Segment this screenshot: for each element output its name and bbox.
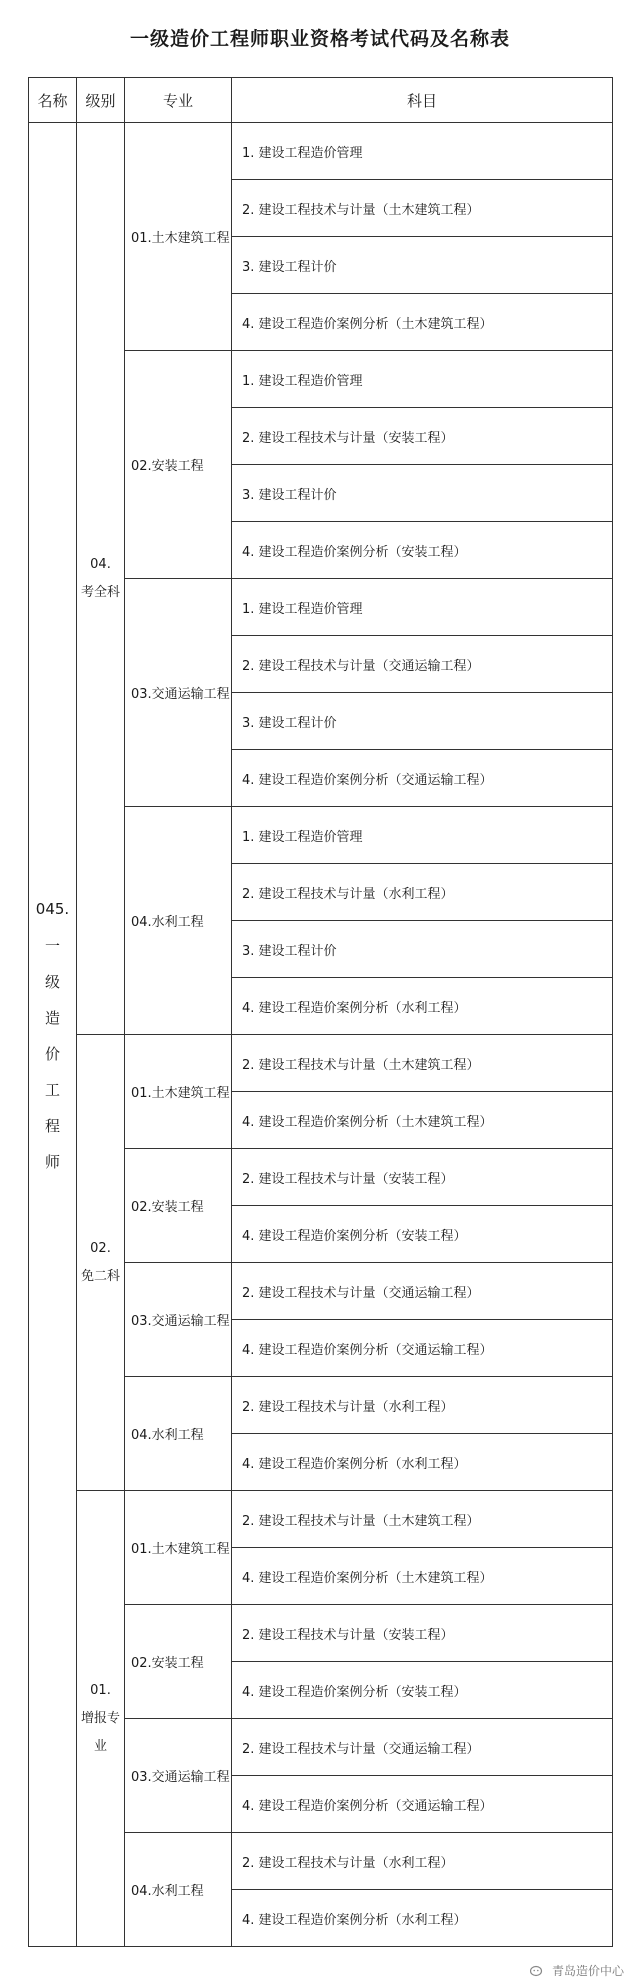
level-cell	[77, 1035, 125, 1491]
subject-cell: 2. 建设工程技术与计量（水利工程）	[232, 864, 613, 921]
subject-cell: 2. 建设工程技术与计量（交通运输工程）	[232, 1263, 613, 1320]
major-cell: 01.土木建筑工程	[125, 123, 232, 351]
watermark	[530, 1962, 624, 1979]
table-body	[29, 123, 613, 1947]
subject-cell: 2. 建设工程技术与计量（土木建筑工程）	[232, 1035, 613, 1092]
header-name: 名称	[29, 78, 77, 123]
major-cell: 02.安装工程	[125, 1605, 232, 1719]
level-code: 01.	[90, 1682, 111, 1698]
level-label: 增报专业	[80, 1710, 120, 1754]
subject-cell: 2. 建设工程技术与计量（安装工程）	[232, 1149, 613, 1206]
subject-cell: 4. 建设工程造价案例分析（交通运输工程）	[232, 750, 613, 807]
name-char: 造	[44, 1008, 60, 1027]
page-title: 一级造价工程师职业资格考试代码及名称表	[129, 28, 510, 50]
table-row	[29, 123, 613, 180]
subject-cell: 4. 建设工程造价案例分析（安装工程）	[232, 522, 613, 579]
subject-cell: 3. 建设工程计价	[232, 465, 613, 522]
level-cell	[77, 1491, 125, 1947]
header-level: 级别	[77, 78, 125, 123]
subject-cell: 4. 建设工程造价案例分析（安装工程）	[232, 1206, 613, 1263]
exam-code-table	[28, 77, 613, 1947]
subject-cell: 4. 建设工程造价案例分析（水利工程）	[232, 978, 613, 1035]
watermark-text: 青岛造价中心	[551, 1964, 624, 1978]
major-cell: 03.交通运输工程	[125, 1719, 232, 1833]
subject-cell: 1. 建设工程造价管理	[232, 579, 613, 636]
level-cell	[77, 123, 125, 1035]
subject-cell: 1. 建设工程造价管理	[232, 807, 613, 864]
subject-cell: 2. 建设工程技术与计量（水利工程）	[232, 1377, 613, 1434]
subject-cell: 4. 建设工程造价案例分析（交通运输工程）	[232, 1320, 613, 1377]
name-char: 价	[44, 1044, 60, 1063]
subject-cell: 1. 建设工程造价管理	[232, 351, 613, 408]
subject-cell: 4. 建设工程造价案例分析（安装工程）	[232, 1662, 613, 1719]
major-cell: 04.水利工程	[125, 807, 232, 1035]
subject-cell: 4. 建设工程造价案例分析（交通运输工程）	[232, 1776, 613, 1833]
major-cell: 01.土木建筑工程	[125, 1035, 232, 1149]
subject-cell: 4. 建设工程造价案例分析（土木建筑工程）	[232, 1548, 613, 1605]
subject-cell: 2. 建设工程技术与计量（交通运输工程）	[232, 636, 613, 693]
name-char: 师	[44, 1152, 60, 1171]
major-cell: 03.交通运输工程	[125, 1263, 232, 1377]
table-header-row	[29, 78, 613, 123]
subject-cell: 3. 建设工程计价	[232, 921, 613, 978]
subject-cell: 4. 建设工程造价案例分析（水利工程）	[232, 1434, 613, 1491]
subject-cell: 2. 建设工程技术与计量（水利工程）	[232, 1833, 613, 1890]
header-subject: 科目	[232, 78, 613, 123]
wechat-icon	[530, 1965, 544, 1979]
subject-cell: 2. 建设工程技术与计量（安装工程）	[232, 408, 613, 465]
subject-cell: 2. 建设工程技术与计量（安装工程）	[232, 1605, 613, 1662]
major-cell: 03.交通运输工程	[125, 579, 232, 807]
level-code: 02.	[90, 1240, 111, 1256]
level-code: 04.	[90, 556, 111, 572]
name-char: 一	[44, 936, 60, 955]
level-label: 考全科	[80, 584, 120, 600]
table-row	[29, 1035, 613, 1092]
name-cell	[29, 123, 77, 1947]
major-cell: 01.土木建筑工程	[125, 1491, 232, 1605]
subject-cell: 2. 建设工程技术与计量（土木建筑工程）	[232, 1491, 613, 1548]
subject-cell: 1. 建设工程造价管理	[232, 123, 613, 180]
major-cell: 02.安装工程	[125, 1149, 232, 1263]
subject-cell: 2. 建设工程技术与计量（交通运输工程）	[232, 1719, 613, 1776]
subject-cell: 4. 建设工程造价案例分析（水利工程）	[232, 1890, 613, 1947]
level-label: 免二科	[80, 1268, 120, 1284]
subject-cell: 4. 建设工程造价案例分析（土木建筑工程）	[232, 294, 613, 351]
major-cell: 04.水利工程	[125, 1833, 232, 1947]
header-major: 专业	[125, 78, 232, 123]
major-cell: 02.安装工程	[125, 351, 232, 579]
subject-cell: 3. 建设工程计价	[232, 693, 613, 750]
major-cell: 04.水利工程	[125, 1377, 232, 1491]
name-char: 级	[44, 972, 60, 991]
name-char: 程	[44, 1116, 60, 1135]
name-char: 工	[44, 1080, 60, 1099]
subject-cell: 3. 建设工程计价	[232, 237, 613, 294]
subject-cell: 2. 建设工程技术与计量（土木建筑工程）	[232, 180, 613, 237]
table-row	[29, 1491, 613, 1548]
subject-cell: 4. 建设工程造价案例分析（土木建筑工程）	[232, 1092, 613, 1149]
name-code: 045.	[35, 899, 70, 918]
